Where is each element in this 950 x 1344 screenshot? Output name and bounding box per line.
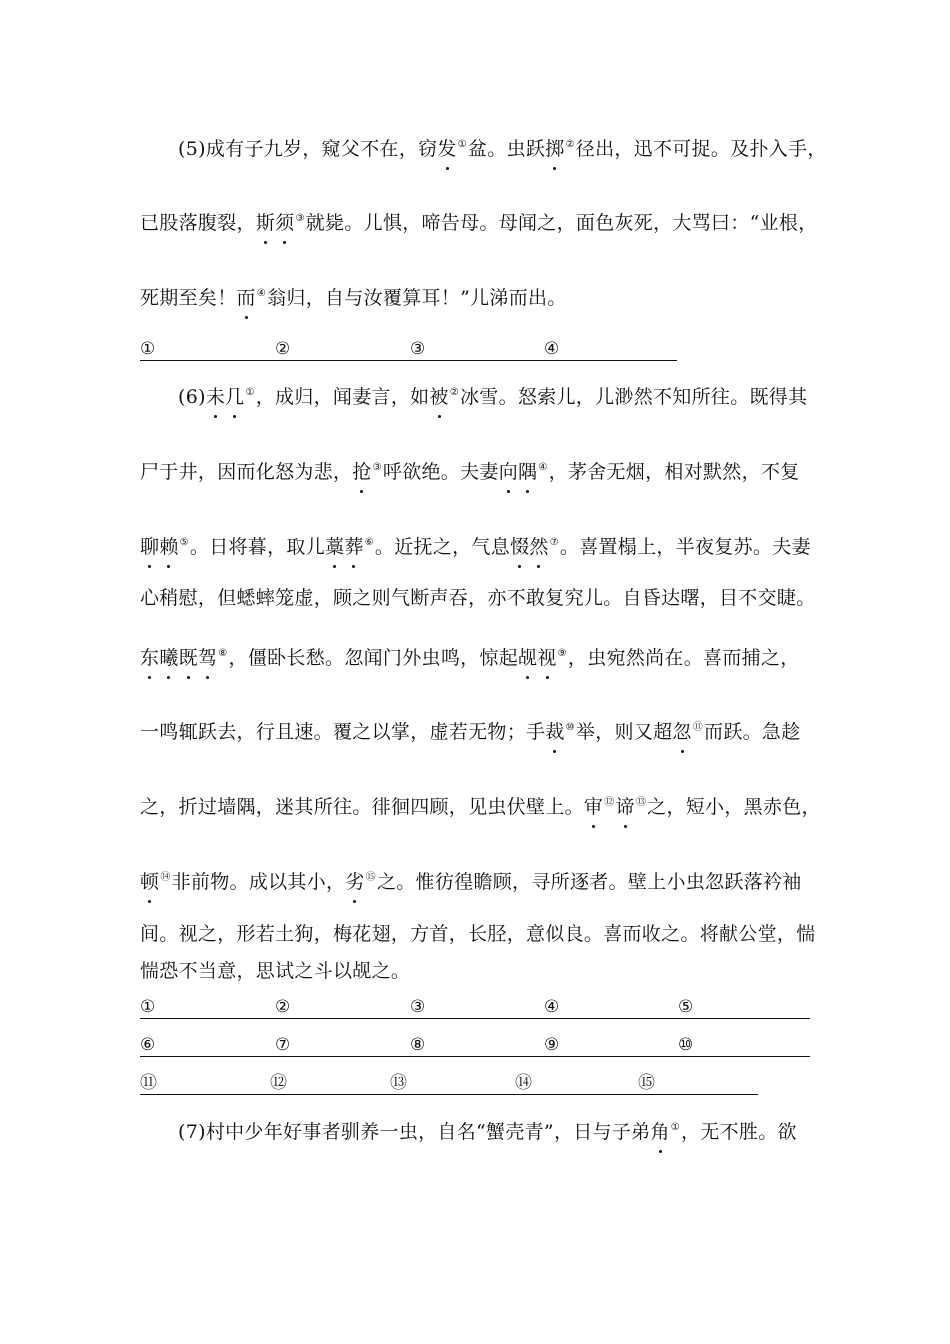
footnote-marker: ② xyxy=(565,139,575,150)
footnote-marker: ④ xyxy=(256,288,267,299)
answer-blank[interactable]: ⑨ xyxy=(544,1034,678,1057)
answer-blank[interactable]: ① xyxy=(140,996,275,1019)
section6-line-9: 间。视之，形若土狗，梅花翅，方首，长胫，意似良。喜而收之。将献公堂，惴 xyxy=(140,923,816,945)
footnote-marker: ⑤ xyxy=(179,537,189,548)
emphasized-character: 发 xyxy=(437,138,457,160)
footnote-marker: ① xyxy=(457,139,467,150)
footnote-marker: ③ xyxy=(295,213,305,224)
footnote-marker: ⑮ xyxy=(365,872,376,883)
emphasized-character: 视 xyxy=(537,647,557,669)
footnote-marker: ① xyxy=(670,1122,681,1133)
footnote-marker: ③ xyxy=(372,462,382,473)
emphasized-character: 赖 xyxy=(159,536,179,558)
answer-blank[interactable]: ③ xyxy=(410,338,544,361)
emphasized-character: 被 xyxy=(429,386,449,408)
emphasized-character: 隅 xyxy=(518,461,538,483)
emphasized-character: 须 xyxy=(275,212,295,234)
section6-line-3: 聊赖⑤。日将暮，取儿藁葬⑥。近抚之，气息惙然⑦。喜置榻上，半夜复苏。夫妻 xyxy=(140,536,811,558)
answer-blank[interactable]: ⑫ xyxy=(270,1072,390,1095)
answer-blank[interactable]: ⑥ xyxy=(140,1034,275,1057)
section6-line-7: 之，折过墙隅，迷其所往。徘徊四顾，见虫伏壁上。审⑫谛⑬之，短小，黑赤色， xyxy=(140,796,821,818)
answer-blank[interactable]: ⑭ xyxy=(515,1072,638,1095)
section5-line-1: (5)成有子九岁，窥父不在，窃发①盆。虫跃掷②径出，迅不可捉。及扑入手， xyxy=(178,138,827,160)
footnote-marker: ⑫ xyxy=(604,797,615,808)
section5-line-2: 已股落腹裂，斯须③就毙。儿惧，啼告母。母闻之，面色灰死，大骂曰：“业根， xyxy=(140,212,818,234)
emphasized-character: 裁 xyxy=(545,721,565,743)
footnote-marker: ① xyxy=(245,387,255,398)
emphasized-character: 聊 xyxy=(140,536,160,558)
answer-blank[interactable]: ④ xyxy=(544,996,678,1019)
section6-line-10: 惴恐不当意，思试之斗以觇之。 xyxy=(140,960,411,982)
answer-blank[interactable]: ⑮ xyxy=(638,1072,758,1095)
answer-blank[interactable]: ③ xyxy=(410,996,544,1019)
emphasized-character: 忽 xyxy=(672,721,692,743)
answer-blank[interactable]: ⑩ xyxy=(678,1034,810,1057)
footnote-marker: ⑧ xyxy=(218,648,228,659)
section6-line-5: 东曦既驾⑧，僵卧长愁。忽闻门外虫鸣，惊起觇视⑨，虫宛然尚在。喜而捕之， xyxy=(140,647,800,669)
answer-blank[interactable]: ② xyxy=(275,338,410,361)
emphasized-character: 藁 xyxy=(325,536,345,558)
emphasized-character: 角 xyxy=(650,1121,670,1143)
footnote-marker: ⑬ xyxy=(635,797,647,808)
emphasized-character: 劣 xyxy=(345,871,365,893)
answer-blank[interactable]: ⑬ xyxy=(390,1072,515,1095)
emphasized-character: 曦 xyxy=(159,647,179,669)
answer-blank[interactable]: ① xyxy=(140,338,275,361)
answer-blank[interactable]: ⑦ xyxy=(275,1034,410,1057)
section6-line-8: 顿⑭非前物。成以其小，劣⑮之。惟彷徨瞻顾，寻所逐者。壁上小虫忽跃落衿袖 xyxy=(140,871,802,893)
footnote-marker: ② xyxy=(449,387,459,398)
emphasized-character: 惙 xyxy=(510,536,530,558)
answer-blank[interactable]: ④ xyxy=(544,338,677,361)
section6-line-6: 一鸣辄跃去，行且速。覆之以掌，虚若无物；手裁⑩举，则又超忽⑪而跃。急趁 xyxy=(140,721,801,743)
emphasized-character: 葬 xyxy=(344,536,364,558)
section6-line-1: (6)未几①，成归，闻妻言，如被②冰雪。怒索儿，儿渺然不知所往。既得其 xyxy=(178,386,808,408)
answer-blank[interactable]: ⑤ xyxy=(678,996,810,1019)
section7-line-1: (7)村中少年好事者驯养一虫，自名“蟹壳青”，日与子弟角①，无不胜。欲 xyxy=(178,1121,797,1143)
emphasized-character: 觇 xyxy=(518,647,538,669)
emphasized-character: 驾 xyxy=(197,647,218,669)
emphasized-character: 然 xyxy=(529,536,549,558)
footnote-marker: ④ xyxy=(538,462,548,473)
emphasized-character: 抢 xyxy=(352,461,372,483)
section6-line-4: 心稍慰，但蟋蟀笼虚，顾之则气断声吞，亦不敢复究儿。自昏达曙，目不交睫。 xyxy=(140,587,816,609)
emphasized-character: 未 xyxy=(205,386,226,408)
answer-blank[interactable]: ⑪ xyxy=(140,1072,270,1095)
footnote-marker: ⑦ xyxy=(549,537,559,548)
answer-blank[interactable]: ⑧ xyxy=(410,1034,544,1057)
section6-line-2: 尸于井，因而化怒为悲，抢③呼欲绝。夫妻向隅④，茅舍无烟，相对默然，不复 xyxy=(140,461,800,483)
emphasized-character: 审 xyxy=(583,796,604,818)
footnote-marker: ⑨ xyxy=(557,648,567,659)
emphasized-character: 顿 xyxy=(140,871,160,893)
emphasized-character: 既 xyxy=(178,647,198,669)
footnote-marker: ⑩ xyxy=(565,722,575,733)
answer-blank[interactable]: ② xyxy=(275,996,410,1019)
emphasized-character: 而 xyxy=(236,287,256,309)
emphasized-character: 几 xyxy=(225,386,245,408)
section5-line-3: 死期至矣！而④翁归，自与汝覆算耳！”儿涕而出。 xyxy=(140,287,567,309)
emphasized-character: 掷 xyxy=(545,138,565,160)
emphasized-character: 东 xyxy=(140,647,160,669)
footnote-marker: ⑭ xyxy=(160,872,171,883)
footnote-marker: ⑪ xyxy=(692,722,704,733)
footnote-marker: ⑥ xyxy=(364,537,374,548)
emphasized-character: 向 xyxy=(498,461,519,483)
emphasized-character: 谛 xyxy=(615,796,635,818)
emphasized-character: 斯 xyxy=(255,212,276,234)
